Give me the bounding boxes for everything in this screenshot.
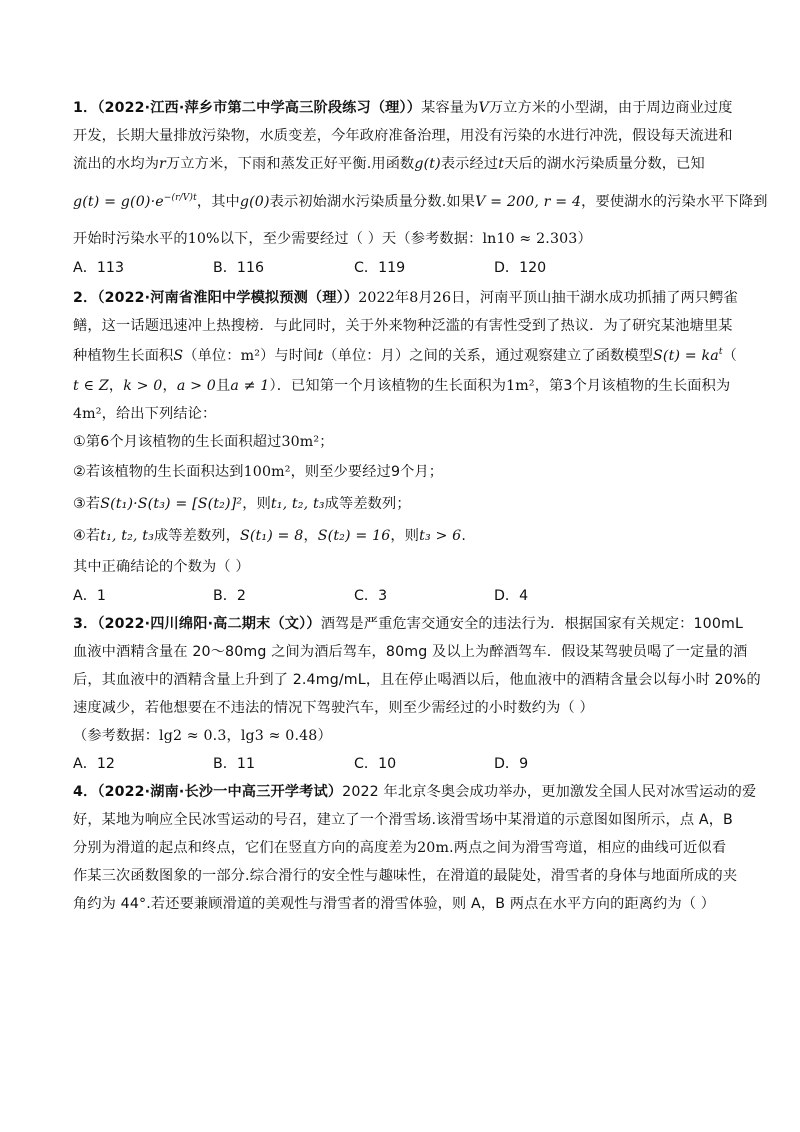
q2-line-2: 鳝，这一话题迅速冲上热搜榜．与此同时，关于外来物种泛滥的有害性受到了热议．为了研究某池塘里某 — [73, 318, 733, 334]
q2-text: ④若 — [73, 528, 101, 544]
q2-text: ，给出下列结论： — [101, 406, 217, 422]
q2-cond: k > 0 — [123, 378, 163, 394]
q1-func-g: g — [414, 156, 424, 172]
q2-day: 26 — [432, 290, 452, 306]
q2-text: . — [461, 528, 467, 544]
q1-text: 天后的湖水污染质量分数，已知 — [504, 156, 705, 172]
q3-line-2: 血液中酒精含量在 20～80mg 之间为酒后驾车，80mg 及以上为醉酒驾车．假设某驾驶员喝了一定量的酒 — [73, 644, 748, 660]
q2-vars: t₁, t₂, t₃ — [270, 496, 325, 512]
q1-option-d: D．120 — [494, 260, 547, 276]
q4-source: （2022·湖南·长沙一中高三开学考试） — [97, 784, 343, 800]
q2-model: S(t) = ka — [653, 348, 719, 364]
q4-number: 4． — [73, 784, 98, 800]
q2-area: 30m² — [281, 434, 320, 450]
q1-var-t: t — [498, 156, 505, 172]
q4-text: 2022 年北京冬奥会成功举办，更加激发全国人民对冰雪运动的爱 — [342, 784, 757, 800]
q2-month: 8 — [409, 290, 419, 306]
q2-text: ，则至少要经过9个月； — [290, 464, 444, 480]
q2-text: ）与时间 — [260, 348, 318, 364]
q1-source: （2022·江西·萍乡市第二中学高三阶段练习（理）） — [97, 100, 422, 116]
q2-text: （单位：月）之间的关系，通过观察建立了函数模型 — [323, 348, 654, 364]
q3-ref-data: lg3 ≈ 0.48 — [240, 728, 318, 744]
q2-area: 4m² — [73, 406, 102, 422]
q2-text: ，第3个月该植物的生长面积为 — [534, 378, 731, 394]
q2-cond: a > 0 — [176, 378, 216, 394]
q3-text: 酒驾是严重危害交通安全的违法行为．根据国家有关规定：100mL — [320, 616, 744, 632]
q1-var-r: r — [159, 156, 166, 172]
q2-text: ， — [303, 528, 318, 544]
q2-option-a: A．1 — [73, 588, 106, 604]
q3-option-b: B．11 — [213, 756, 255, 772]
q2-conclusion-1 — [73, 432, 733, 452]
q1-text: 流出的水均为 — [73, 156, 160, 172]
q2-text: （ — [722, 348, 737, 364]
q1-formula-exponent: −(r/V)t — [163, 193, 197, 203]
q2-equation: S(t₁) = 8 — [239, 528, 304, 544]
q1-var-V: V — [478, 100, 489, 116]
q2-option-b: B．2 — [213, 588, 246, 604]
q2-text: 成等差数列， — [153, 528, 240, 544]
q2-text: 月 — [418, 290, 433, 306]
q3-text: ， — [226, 728, 241, 744]
q1-line-3 — [73, 154, 733, 174]
q2-cond: a ≠ 1 — [230, 378, 270, 394]
q1-text: 表示经过 — [440, 156, 499, 172]
q2-conclusion-3 — [73, 494, 733, 514]
q3-text: （参考数据： — [73, 728, 160, 744]
q1-text: 开始时污染水平的 — [73, 231, 188, 247]
q2-text: ③若 — [73, 496, 101, 512]
q1-line-2: 开发，长期大量排放污染物，水质变差，今年政府准备治理，用没有污染的水进行冲洗，假设每天流进和 — [73, 128, 733, 144]
q4-line-5: 角约为 44°.若还要兼顾滑道的美观性与滑雪者的滑雪体验，则 A，B 两点在水平方向的距离约为（ ） — [73, 896, 716, 912]
q2-vars: t₁, t₂, t₃ — [100, 528, 154, 544]
q1-func-arg: (t) — [423, 156, 441, 172]
q1-text: ，要使湖水的污染水平下降到 — [581, 194, 768, 210]
q3-option-d: D．9 — [494, 756, 529, 772]
q3-line-4: 速度减少，若他想要在不违法的情况下驾驶汽车，则至少需经过的小时数约为（ ） — [73, 700, 594, 716]
q2-equation: S(t₂) = 16 — [317, 528, 391, 544]
q2-text: 日，河南平顶山抽干湖水成功抓捕了两只鳄雀 — [451, 290, 738, 306]
q1-formula: g(t) = g(0)·e — [73, 194, 164, 210]
q3-line-1 — [73, 614, 744, 634]
q1-text: ，其中 — [196, 194, 240, 210]
q2-text: 种植物生长面积 — [73, 348, 174, 364]
q1-text: 以下，至少需要经过（ ）天（参考数据： — [219, 231, 483, 247]
q1-line-4 — [73, 192, 768, 212]
q1-values: V = 200, r = 4 — [475, 194, 582, 210]
q2-text: ②若该植物的生长面积达到 — [73, 464, 244, 480]
q2-cond: t ∈ Z — [73, 378, 109, 394]
q2-number: 2． — [73, 290, 98, 306]
q3-line-3: 后，其血液中的酒精含量上升到了 2.4mg/mL，且在停止喝酒以后，他血液中的酒精含量会以每小时 20%的 — [73, 672, 761, 688]
q1-line-5 — [73, 229, 733, 249]
q4-line-1 — [73, 782, 757, 802]
q4-line-2: 好，某地为响应全民冰雪运动的号召，建立了一个滑雪场.该滑雪场中某滑道的示意图如图所示，点 A，B — [73, 812, 733, 828]
q3-text: ） — [317, 728, 332, 744]
q2-conclusion-2 — [73, 462, 733, 482]
q2-line-5 — [73, 404, 733, 424]
q2-text: ，则 — [242, 496, 271, 512]
q1-option-a: A．113 — [73, 260, 124, 276]
q2-text: 且 — [215, 378, 231, 394]
q3-option-c: C．10 — [354, 756, 397, 772]
q1-text: 表示初始湖水污染质量分数.如果 — [269, 194, 476, 210]
q3-source: （2022·四川绵阳·高二期末（文）） — [97, 616, 321, 632]
q2-year: 2022 — [358, 290, 395, 306]
q2-var-t: t — [317, 348, 324, 364]
q2-text: ）．已知第一个月该植物的生长面积为 — [269, 378, 507, 394]
q2-text: 年 — [394, 290, 410, 306]
q2-text: ； — [319, 434, 334, 450]
q2-line-1 — [73, 288, 738, 308]
q1-number: 1． — [73, 100, 98, 116]
q1-text: 万立方米，下雨和蒸发正好平衡.用函数 — [165, 156, 415, 172]
q1-text: ） — [577, 231, 592, 247]
q1-line-1 — [73, 98, 733, 118]
q2-text: 成等差数列； — [324, 496, 411, 512]
q4-line-3 — [73, 838, 733, 858]
q2-text: （单位： — [183, 348, 241, 364]
q2-conclusion-4 — [73, 526, 733, 546]
q3-number: 3． — [73, 616, 98, 632]
q2-area: 1m² — [506, 378, 535, 394]
q1-g0: g(0) — [239, 194, 270, 210]
q2-var-S: S — [173, 348, 184, 364]
q2-text: ， — [108, 378, 124, 394]
q2-text: ，则 — [390, 528, 420, 544]
q3-option-a: A．12 — [73, 756, 115, 772]
q2-ask: 其中正确结论的个数为（ ） — [73, 559, 250, 575]
q2-line-3 — [73, 346, 737, 366]
q2-equation: t₃ > 6 — [419, 528, 462, 544]
q1-text: 某容量为 — [421, 100, 479, 116]
q4-text: 分别为滑道的起点和终点，它们在竖直方向的高度差为 — [73, 840, 418, 856]
q1-ref-data: ln10 ≈ 2.303 — [482, 231, 578, 247]
q1-text: 万立方米的小型湖，由于周边商业过度 — [488, 100, 733, 116]
q3-line-5 — [73, 726, 733, 746]
q3-ref-data: lg2 ≈ 0.3 — [159, 728, 227, 744]
q2-area: 100m² — [243, 464, 291, 480]
q1-option-c: C．119 — [354, 260, 406, 276]
q1-percent: 10% — [187, 231, 220, 247]
q2-unit: m² — [240, 348, 261, 364]
q2-equation: S(t₁)·S(t₃) = [S(t₂)]² — [100, 496, 243, 512]
q1-option-b: B．116 — [213, 260, 265, 276]
q2-text: ①第6个月该植物的生长面积超过 — [73, 434, 282, 450]
q2-source: （2022·河南省淮阳中学模拟预测（理）） — [97, 290, 359, 306]
q2-text: ， — [162, 378, 177, 394]
q4-text: .两点之间为滑雪弯道，相应的曲线可近似看 — [449, 840, 727, 856]
q2-option-c: C．3 — [354, 588, 388, 604]
q2-option-d: D．4 — [494, 588, 529, 604]
q2-line-4 — [73, 376, 733, 396]
q4-line-4: 作某三次函数图象的一部分.综合滑行的安全性与趣味性，在滑道的最陡处，滑雪者的身体与地面所成的夹 — [73, 868, 738, 884]
q2-model-exponent: t — [718, 347, 723, 357]
q4-height: 20m — [417, 840, 450, 856]
